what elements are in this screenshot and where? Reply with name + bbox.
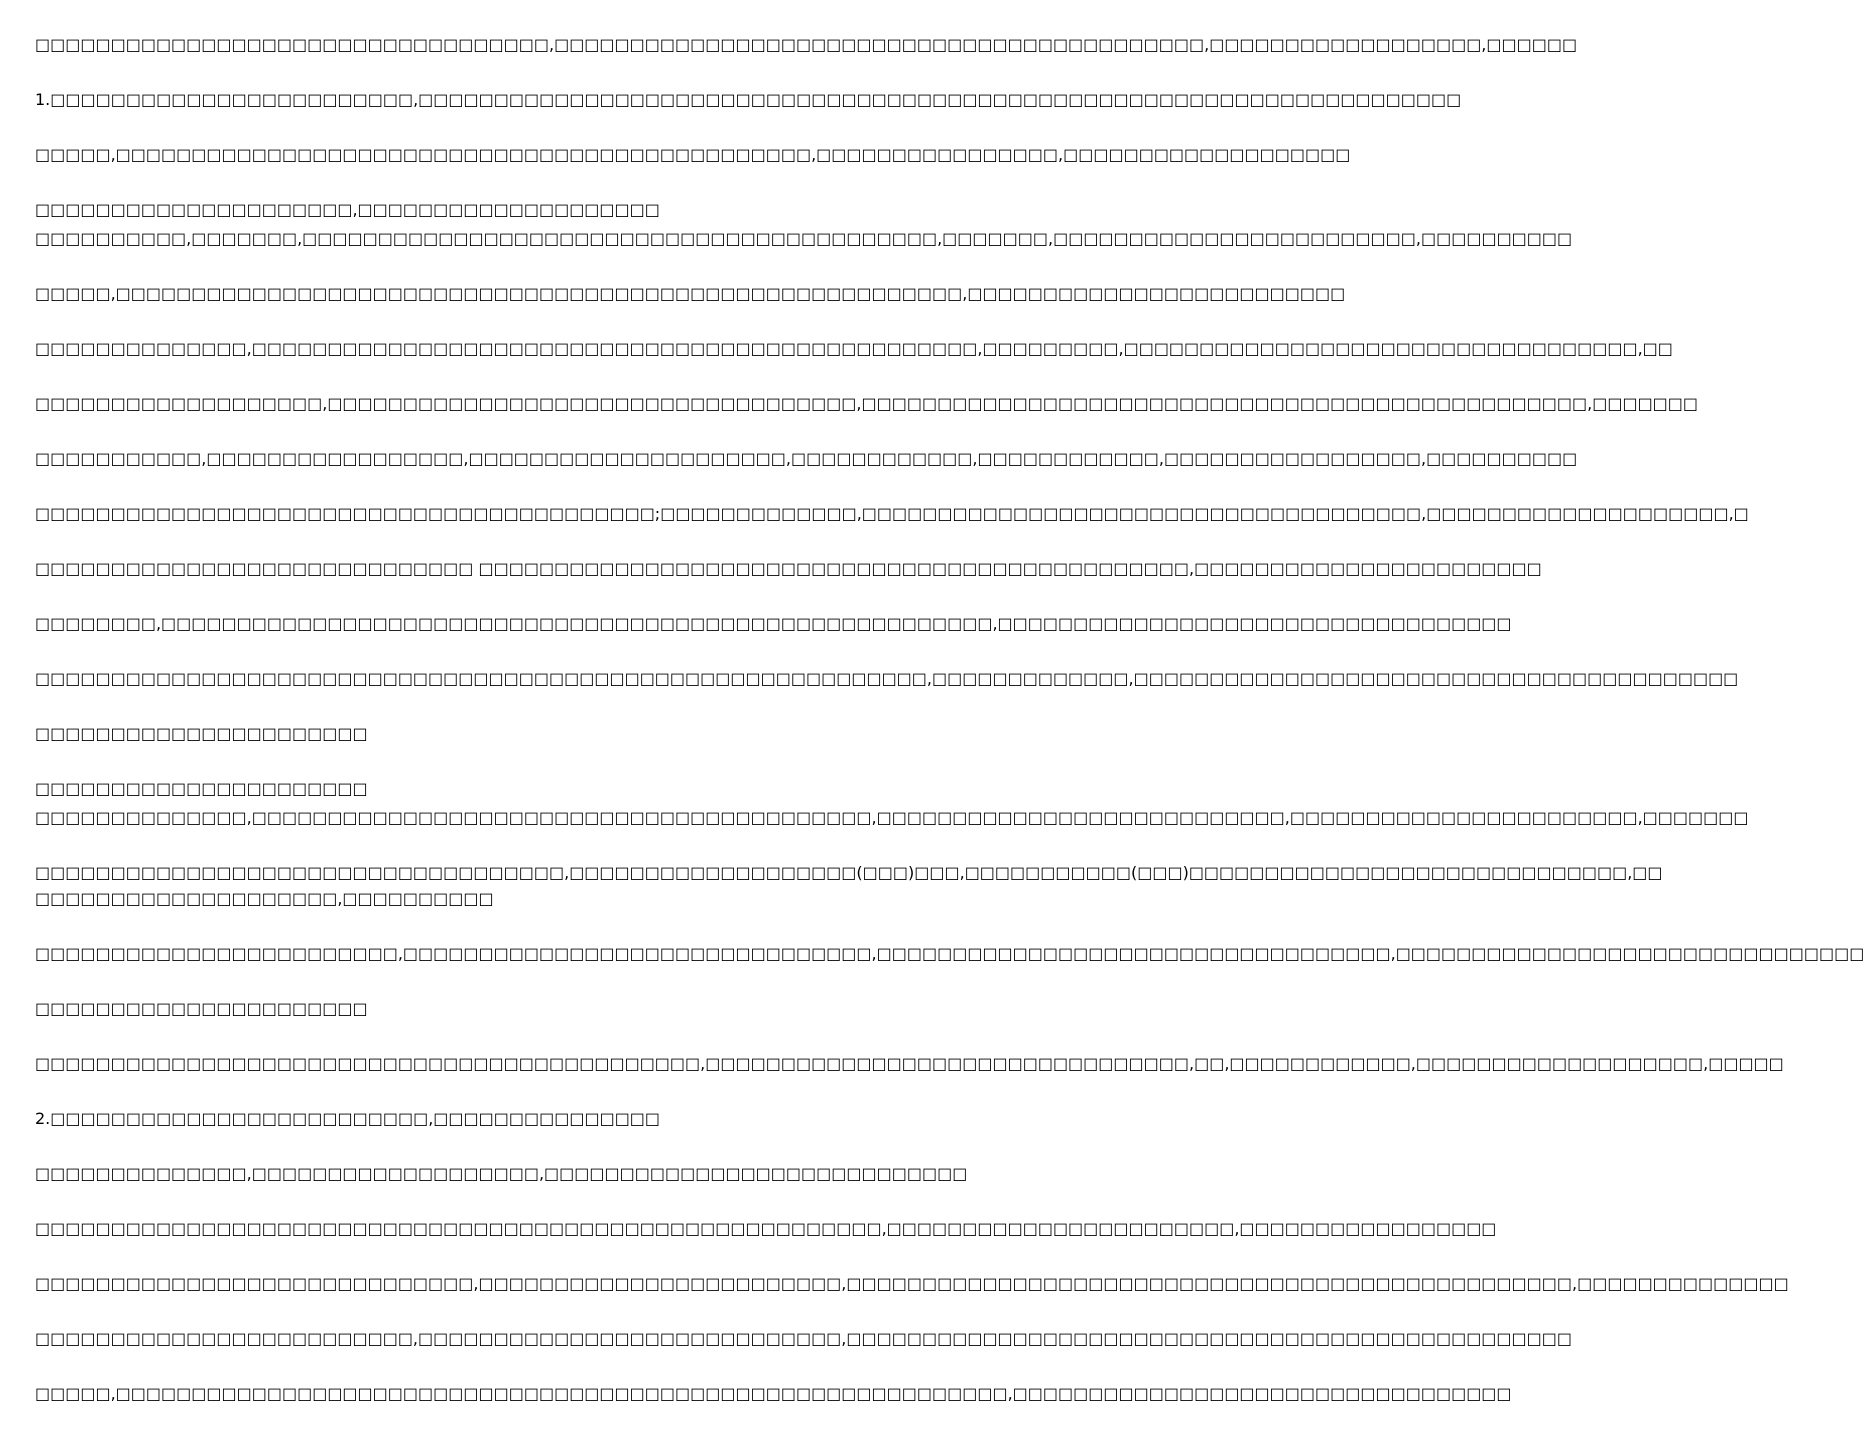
paragraph: □□□□□□□□□□□□□□□□□□□□□□ <box>35 779 368 798</box>
numbered-paragraph: 2.□□□□□□□□□□□□□□□□□□□□□□□□□,□□□□□□□□□□□□□□□ <box>35 1109 661 1128</box>
paragraph: □□□□□□□□□□□□□□□□□□□□□□□□□□□□□□□□□□□,□□□□□□□□□□□□□□□□□□□(□□□)□□□,□□□□□□□□□□□(□□□)□□□□□□□□□□□□□□□□□□□□□□□□□□□□□,□□ □□□□□□□□□□□□□□□□□□□□,□□□□□□□□□□ <box>35 863 1663 908</box>
paragraph: □□□□□□□□□□□□□□□□□□□□□□□□□□□□□□□□□□□□□□□□□□□□,□□□□□□□□□□□□□□□□□□□□□□□□□□□□□□□□,□□,□□□□□□□□□□□□,□□□□□□□□□□□□□□□□□□□,□□□□□ <box>35 1054 1784 1073</box>
paragraph: □□□□□□□□□□□,□□□□□□□□□□□□□□□□□,□□□□□□□□□□□□□□□□□□□□□,□□□□□□□□□□□□,□□□□□□□□□□□□,□□□□□□□□□□□□□□□□□,□□□□□□□□□□ <box>35 449 1578 468</box>
paragraph: □□□□□□□□□□□□□□□□□□□□□,□□□□□□□□□□□□□□□□□□□□ <box>35 200 660 219</box>
numbered-paragraph: 1.□□□□□□□□□□□□□□□□□□□□□□□□,□□□□□□□□□□□□□□□□□□□□□□□□□□□□□□□□□□□□□□□□□□□□□□□□□□□□□□□□□□□□□□□□□□□□□ <box>35 90 1462 109</box>
paragraph: □□□□□□□□□□□□□□□□□□□□□□□□□□□□□□□□□□□□□□□□□;□□□□□□□□□□□□□,□□□□□□□□□□□□□□□□□□□□□□□□□□□□□□□□□□□□□,□□□□□□□□□□□□□□□□□□□□,□ <box>35 504 1749 523</box>
paragraph: □□□□□□□□,□□□□□□□□□□□□□□□□□□□□□□□□□□□□□□□□□□□□□□□□□□□□□□□□□□□□□□□,□□□□□□□□□□□□□□□□□□□□□□□□□□□□□□□□□□ <box>35 614 1512 633</box>
paragraph: □□□□□□□□□□□□□□□□□□□□□□□□□□□□□□□□□□□□□□□□□□□□□□□□□□□□□□□□□□□,□□□□□□□□□□□□□,□□□□□□□□□□□□□□□□□□□□□□□□□□□□□□□□□□□□□□□□ <box>35 669 1739 688</box>
paragraph: □□□□□□□□□□□□□□□□□□□□□□□□□□□□□ □□□□□□□□□□□□□□□□□□□□□□□□□□□□□□□□□□□□□□□□□□□□□□□,□□□□□□□□□□□□□□□□□□□□□□□ <box>35 559 1542 578</box>
paragraph: □□□□□□□□□□,□□□□□□□,□□□□□□□□□□□□□□□□□□□□□□□□□□□□□□□□□□□□□□□□□□,□□□□□□□,□□□□□□□□□□□□□□□□□□□□□□□□,□□□□□□□□□□ <box>35 229 1573 248</box>
paragraph: □□□□□□□□□□□□□□,□□□□□□□□□□□□□□□□□□□□□□□□□□□□□□□□□□□□□□□□□,□□□□□□□□□□□□□□□□□□□□□□□□□□□,□□□□□□□□□□□□□□□□□□□□□□□,□□□□□□□ <box>35 808 1749 827</box>
paragraph: □□□□□,□□□□□□□□□□□□□□□□□□□□□□□□□□□□□□□□□□□□□□□□□□□□□□,□□□□□□□□□□□□□□□□,□□□□□□□□□□□□□□□□□□□ <box>35 145 1351 164</box>
paragraph: □□□□□□□□□□□□□□□□□□□□□□ <box>35 999 368 1018</box>
paragraph: □□□□□□□□□□□□□□,□□□□□□□□□□□□□□□□□□□,□□□□□□□□□□□□□□□□□□□□□□□□□□□□ <box>35 1164 968 1183</box>
paragraph: □□□□□□□□□□□□□□□□□□□□□□ <box>35 724 368 743</box>
paragraph: □□□□□,□□□□□□□□□□□□□□□□□□□□□□□□□□□□□□□□□□□□□□□□□□□□□□□□□□□□□□□□□□□,□□□□□□□□□□□□□□□□□□□□□□□□□□□□□□□□□ <box>35 1384 1512 1403</box>
document-body <box>35 32 1864 1436</box>
paragraph: □□□□□□□□□□□□□□□□□□□□□□□□□□□□□□□□□□,□□□□□□□□□□□□□□□□□□□□□□□□□□□□□□□□□□□□□□□□□□□,□□□□□□□□□□□□□□□□□□,□□□□□□ <box>35 35 1578 54</box>
paragraph: □□□□□□□□□□□□□□□□□□□□□□□□,□□□□□□□□□□□□□□□□□□□□□□□□□□□□□□□,□□□□□□□□□□□□□□□□□□□□□□□□□□□□□□□□□□,□□□□□□□□□□□□□□□□□□□□□□□□□□□□□□□ <box>35 944 1864 963</box>
paragraph: □□□□□,□□□□□□□□□□□□□□□□□□□□□□□□□□□□□□□□□□□□□□□□□□□□□□□□□□□□□□□□,□□□□□□□□□□□□□□□□□□□□□□□□□ <box>35 284 1346 303</box>
paragraph: □□□□□□□□□□□□□□,□□□□□□□□□□□□□□□□□□□□□□□□□□□□□□□□□□□□□□□□□□□□□□□□,□□□□□□□□□,□□□□□□□□□□□□□□□□□□□□□□□□□□□□□□□□□□,□□ <box>35 339 1673 358</box>
paragraph: □□□□□□□□□□□□□□□□□□□,□□□□□□□□□□□□□□□□□□□□□□□□□□□□□□□□□□□,□□□□□□□□□□□□□□□□□□□□□□□□□□□□□□□□□□□□□□□□□□□□□□□□,□□□□□□□ <box>35 394 1699 413</box>
paragraph: □□□□□□□□□□□□□□□□□□□□□□□□□,□□□□□□□□□□□□□□□□□□□□□□□□□□□□,□□□□□□□□□□□□□□□□□□□□□□□□□□□□□□□□□□□□□□□□□□□□□□□□ <box>35 1329 1573 1348</box>
paragraph: □□□□□□□□□□□□□□□□□□□□□□□□□□□□□□□□□□□□□□□□□□□□□□□□□□□□□□□□,□□□□□□□□□□□□□□□□□□□□□□□,□□□□□□□□□□□□□□□□□ <box>35 1219 1497 1238</box>
paragraph: □□□□□□□□□□□□□□□□□□□□□□□□□□□□□,□□□□□□□□□□□□□□□□□□□□□□□□,□□□□□□□□□□□□□□□□□□□□□□□□□□□□□□□□□□□□□□□□□□□□□□□□,□□□□□□□□□□□□□□ <box>35 1274 1789 1293</box>
